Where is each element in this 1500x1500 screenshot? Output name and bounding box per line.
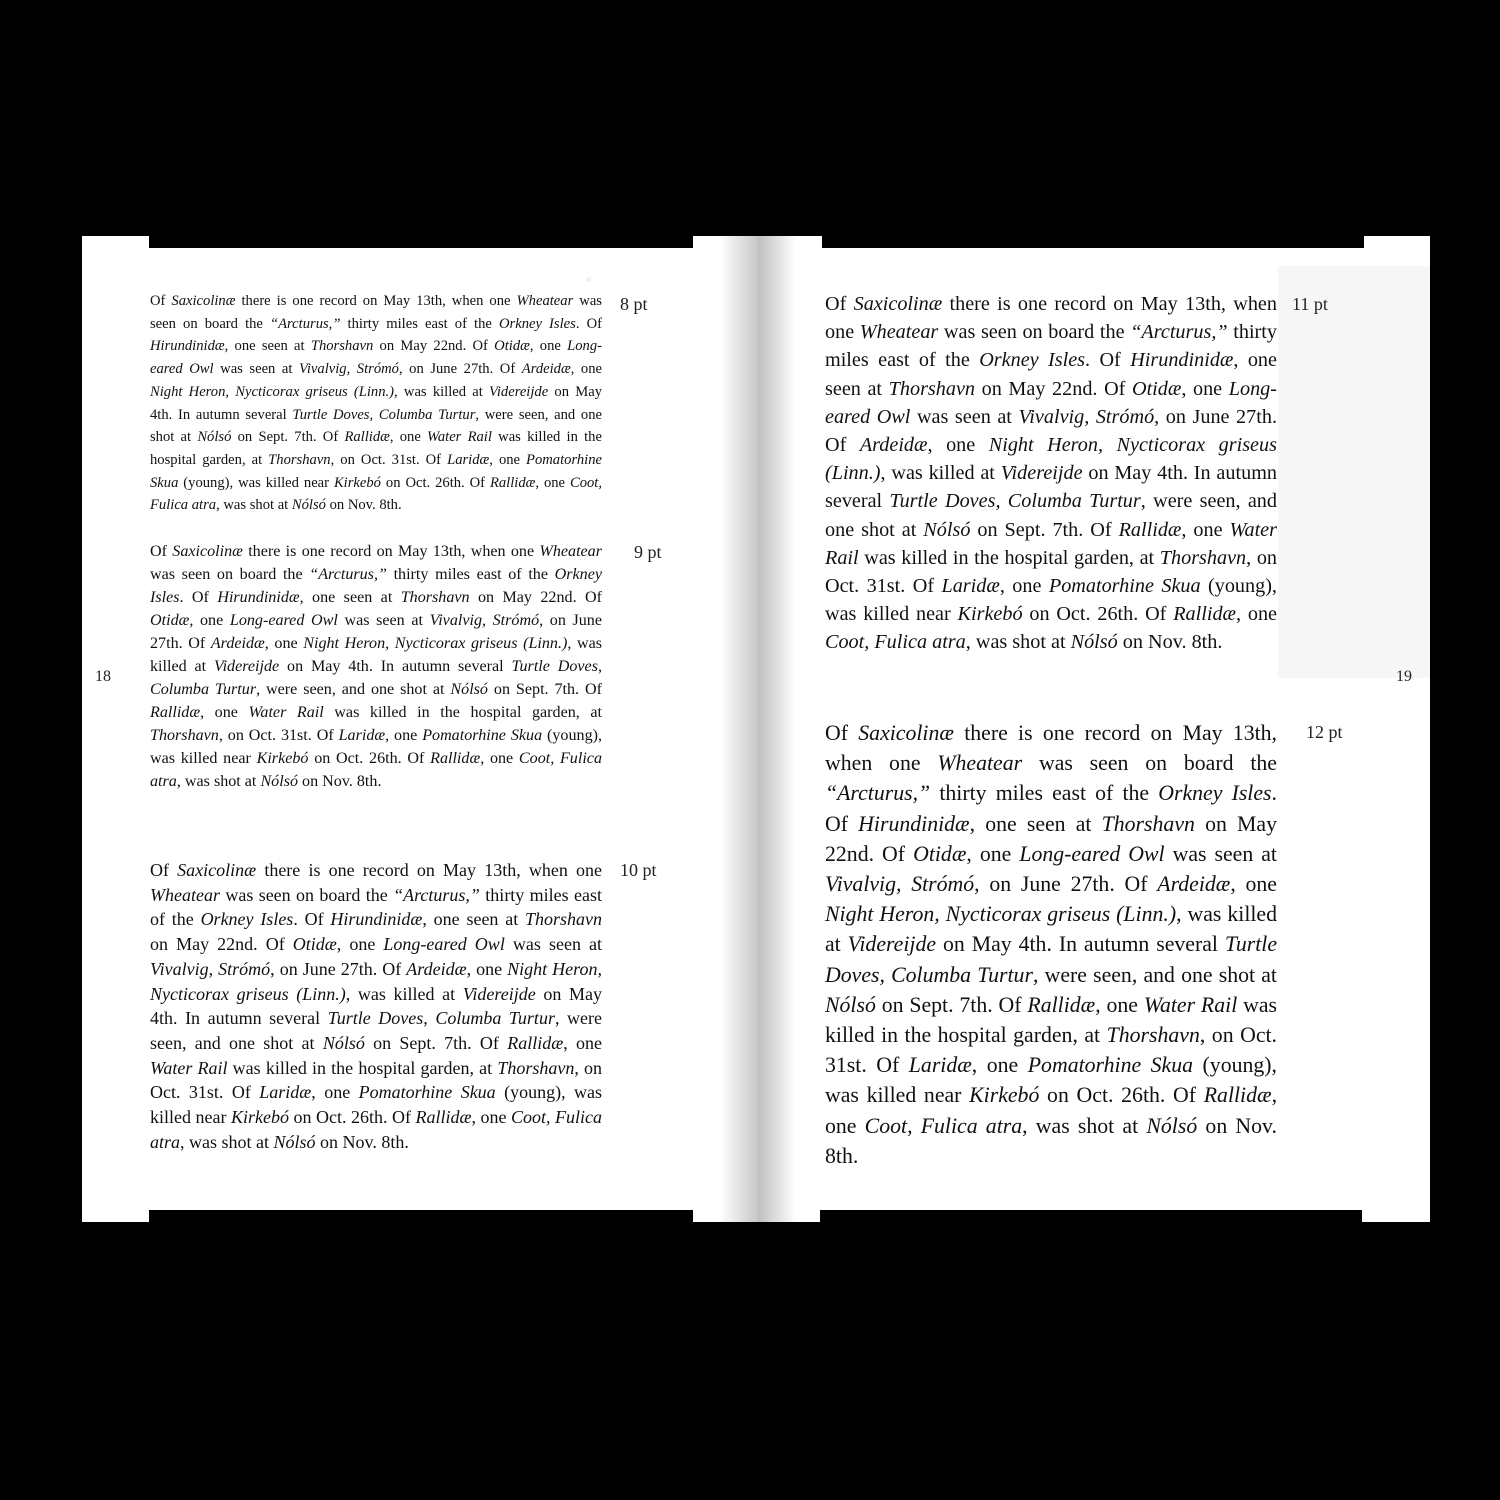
italic-term: Nólsó <box>825 992 876 1017</box>
italic-term: Orkney Isles <box>979 349 1086 372</box>
body-text: , one <box>971 1053 1028 1078</box>
italic-term: Pomatorhine Skua <box>358 1082 496 1103</box>
body-text: , was killed at <box>880 462 1001 485</box>
body-text: , were seen, and one shot at <box>825 490 1277 541</box>
italic-term: Thorshavn <box>888 377 976 400</box>
italic-term: Otidæ <box>292 934 337 955</box>
body-text: was seen at <box>213 361 300 378</box>
bottom-bar <box>820 1210 1362 1222</box>
italic-term: Saxicolinæ <box>171 293 236 309</box>
italic-term: Rallidæ <box>430 750 481 767</box>
body-text: . Of <box>293 909 331 930</box>
body-text: . Of <box>179 589 218 606</box>
italic-term: Vivalvig, Strómó <box>1018 405 1155 428</box>
italic-term: “Arcturus,” <box>393 884 480 905</box>
spine-shadow <box>720 236 758 1222</box>
italic-term: Nólsó <box>197 429 232 446</box>
italic-term: Coot, Fulica atra <box>150 1107 602 1152</box>
italic-term: Nólsó <box>273 1131 316 1152</box>
background-ghost-text: · <box>582 257 596 302</box>
body-text: , on Oct. 31st. Of <box>825 546 1278 598</box>
body-text: on Sept. 7th. Of <box>970 518 1119 541</box>
italic-term: Night Heron, Nycticorax griseus (Linn.) <box>825 902 1177 927</box>
italic-term: Otidæ <box>494 338 530 355</box>
body-text: , one <box>535 474 570 491</box>
body-text: on May 4th. In autumn several <box>150 983 602 1029</box>
body-text: , one seen at <box>422 909 525 930</box>
italic-term: Videreijde <box>489 383 549 400</box>
italic-term: Turtle Doves, Columba Turtur <box>292 406 476 423</box>
italic-term: Orkney Isles <box>200 909 294 930</box>
body-text: on Oct. 26th. Of <box>380 474 490 491</box>
size-label-10pt: 10 pt <box>620 860 657 880</box>
italic-term: Night Heron, Nycticorax griseus (Linn.) <box>825 434 1277 485</box>
body-text: was killed in the hospital garden, at <box>858 546 1160 569</box>
body-text: , on Oct. 31st. Of <box>825 1023 1277 1078</box>
italic-term: “Arcturus,” <box>270 315 341 332</box>
body-text: was seen at <box>1164 841 1277 866</box>
body-text: thirty miles east of the <box>386 566 555 583</box>
italic-term: Wheatear <box>859 321 939 344</box>
italic-term: Wheatear <box>937 751 1023 776</box>
body-text: , one <box>480 750 519 767</box>
italic-term: Thorshavn <box>400 589 470 606</box>
body-text: Of <box>150 860 178 880</box>
body-text: , one <box>999 575 1049 598</box>
specimen-9pt <box>150 540 602 793</box>
top-bar <box>822 236 1364 248</box>
italic-term: Videreijde <box>462 983 536 1004</box>
italic-term: Thorshavn <box>1159 546 1247 569</box>
body-text: on Nov. 8th. <box>1117 631 1223 654</box>
body-text: on Sept. 7th. Of <box>487 681 602 698</box>
body-text: , one <box>825 1083 1278 1138</box>
italic-term: Water Rail <box>825 518 1277 569</box>
body-text: (young), was killed near <box>825 1053 1277 1108</box>
italic-term: Thorshavn <box>497 1057 575 1078</box>
background-panel <box>1278 266 1430 678</box>
italic-term: Laridæ <box>447 451 490 468</box>
italic-term: Rallidæ <box>150 704 201 721</box>
body-text: Of <box>150 543 173 560</box>
italic-term: “Arcturus,” <box>825 781 931 806</box>
body-text: there is one record on May 13th, when one <box>235 293 517 309</box>
body-text: , were seen, and one shot at <box>150 406 602 446</box>
italic-term: Turtle Doves, Columba Turtur <box>327 1008 555 1029</box>
italic-term: Night Heron, Nycticorax griseus (Linn.) <box>303 635 568 652</box>
body-text: was seen on board the <box>150 566 310 583</box>
body-text: , one <box>1236 603 1277 626</box>
body-text: , one <box>1181 377 1229 400</box>
italic-term: Orkney Isles <box>1158 781 1272 806</box>
italic-term: Ardeidæ <box>521 361 571 378</box>
body-text: on May 4th. In autumn several <box>825 462 1277 513</box>
italic-term: Rallidæ <box>344 429 390 446</box>
size-label-11pt: 11 pt <box>1292 294 1328 314</box>
italic-term: Kirkebó <box>256 750 309 767</box>
italic-term: Thorshavn <box>525 909 603 930</box>
body-text: , on June 27th. Of <box>150 612 602 652</box>
italic-term: Water Rail <box>248 704 324 721</box>
italic-term: Long-eared Owl <box>1019 841 1165 866</box>
specimen-10pt <box>150 858 602 1154</box>
italic-term: Laridæ <box>338 727 386 744</box>
italic-term: Wheatear <box>516 293 574 309</box>
body-text: , was shot at <box>216 497 292 514</box>
body-text: on May 4th. In autumn several <box>279 658 512 675</box>
body-text: , one seen at <box>299 589 401 606</box>
body-text: there is one record on May 13th, when one <box>256 860 602 880</box>
body-text: , one <box>264 635 304 652</box>
body-text: there is one record on May 13th, when one <box>242 543 540 560</box>
italic-term: Rallidæ <box>1118 518 1182 541</box>
body-text: , were seen, and one shot at <box>1032 962 1277 987</box>
body-text: Of <box>825 721 859 745</box>
body-text: , one <box>466 958 508 979</box>
body-text: was seen on board the <box>219 884 394 905</box>
italic-term: “Arcturus,” <box>1130 321 1228 344</box>
italic-term: Coot, Fulica atra <box>150 474 602 514</box>
body-text: , was killed at <box>345 983 463 1004</box>
body-text: , one <box>336 934 384 955</box>
specimen-11pt <box>825 290 1277 657</box>
italic-term: Laridæ <box>941 575 1000 598</box>
italic-term: Rallidæ <box>1203 1083 1272 1108</box>
body-text: , on June 27th. Of <box>270 958 407 979</box>
body-text: , one seen at <box>969 811 1102 836</box>
specimen-12pt <box>825 718 1277 1171</box>
body-text: thirty miles east of the <box>825 321 1277 372</box>
body-text: (young), was killed near <box>150 727 603 767</box>
italic-term: Saxicolinæ <box>858 721 954 745</box>
body-text: , one <box>311 1082 359 1103</box>
body-text: (young), was killed near <box>150 1082 603 1128</box>
italic-term: Coot, Fulica atra <box>864 1113 1023 1138</box>
body-text: , was shot at <box>176 773 261 790</box>
body-text: , was killed at <box>394 383 490 400</box>
italic-term: Rallidæ <box>1027 992 1096 1017</box>
italic-term: Nólsó <box>1146 1113 1198 1138</box>
italic-term: Saxicolinæ <box>853 293 943 315</box>
italic-term: Saxicolinæ <box>177 860 257 880</box>
folio-right: 19 <box>1396 668 1412 685</box>
italic-term: Kirkebó <box>230 1107 289 1128</box>
italic-term: Otidæ <box>1131 377 1182 400</box>
italic-term: Pomatorhine Skua <box>1027 1053 1194 1078</box>
body-text: , on Oct. 31st. Of <box>330 451 448 468</box>
body-text: on May 4th. In autumn several <box>936 932 1225 957</box>
body-text: there is one record on May 13th, when one <box>825 293 1277 344</box>
body-text: , one <box>563 1032 602 1053</box>
body-text: , one seen at <box>224 338 311 355</box>
body-text: , one <box>471 1107 511 1128</box>
body-text: was killed in the hospital garden, at <box>323 704 602 721</box>
size-label-8pt: 8 pt <box>620 294 648 314</box>
body-text: was seen on board the <box>1022 751 1277 776</box>
body-text: was seen at <box>910 405 1019 428</box>
italic-term: Otidæ <box>913 841 967 866</box>
italic-term: Thorshavn <box>1101 811 1195 836</box>
body-text: , was killed at <box>825 902 1278 957</box>
italic-term: Nólsó <box>923 518 971 541</box>
body-text: on May 22nd. Of <box>373 338 495 355</box>
body-text: was killed in the hospital garden, at <box>825 992 1277 1048</box>
italic-term: Kirkebó <box>957 603 1023 626</box>
body-text: was seen on board the <box>938 321 1131 344</box>
body-text: . Of <box>575 315 602 332</box>
body-text: , one <box>529 338 568 355</box>
italic-term: Videreijde <box>1000 462 1083 485</box>
body-text: was seen on board the <box>150 293 602 332</box>
italic-term: Vivalvig, Strómó <box>825 872 975 897</box>
italic-term: Kirkebó <box>969 1083 1040 1108</box>
italic-term: Coot, Fulica atra <box>825 631 966 654</box>
body-text: on Sept. 7th. Of <box>364 1032 508 1053</box>
body-text: , one <box>189 612 230 629</box>
italic-term: Wheatear <box>150 884 220 905</box>
italic-term: Rallidæ <box>489 474 536 491</box>
italic-term: Hirundinidæ <box>1130 349 1234 372</box>
body-text: was killed in the hospital garden, at <box>150 429 602 468</box>
body-text: on Nov. 8th. <box>298 773 382 790</box>
body-text: , was killed at <box>150 635 602 675</box>
body-text: Of <box>825 293 854 315</box>
body-text: on Nov. 8th. <box>315 1131 409 1152</box>
italic-term: Turtle Doves, Columba Turtur <box>150 658 602 698</box>
body-text: on May 22nd. Of <box>975 377 1132 400</box>
italic-term: Thorshavn <box>150 727 219 744</box>
italic-term: Hirundinidæ <box>330 909 423 930</box>
body-text: , on June 27th. Of <box>825 405 1277 457</box>
body-text: , one <box>489 451 527 468</box>
italic-term: Nólsó <box>291 497 326 514</box>
body-text: thirty miles east of the <box>930 781 1159 806</box>
italic-term: Ardeidæ <box>859 434 928 457</box>
body-text: , one seen at <box>825 349 1277 400</box>
body-text: was seen at <box>337 612 430 629</box>
italic-term: Otidæ <box>150 612 190 629</box>
body-text: was killed in the hospital garden, at <box>227 1057 498 1078</box>
italic-term: Ardeidæ <box>210 635 265 652</box>
body-text: thirty miles east of the <box>340 315 499 332</box>
italic-term: Hirundinidæ <box>217 589 300 606</box>
italic-term: Hirundinidæ <box>150 338 225 355</box>
body-text: , one <box>389 429 428 446</box>
body-text: on May 22nd. Of <box>150 934 293 955</box>
body-text: , were seen, and one shot at <box>256 681 451 698</box>
italic-term: Turtle Doves, Columba Turtur <box>825 932 1277 987</box>
body-text: , was shot at <box>180 1131 274 1152</box>
body-text: , one <box>1230 872 1277 897</box>
italic-term: Water Rail <box>427 429 492 446</box>
specimen-8pt <box>150 290 602 517</box>
body-text: on Nov. 8th. <box>325 497 402 514</box>
body-text: Of <box>150 293 172 309</box>
body-text: was seen at <box>504 934 603 955</box>
body-text: , one <box>385 727 423 744</box>
body-text: , was shot at <box>965 631 1071 654</box>
italic-term: Coot, Fulica atra <box>150 750 602 790</box>
italic-term: Wheatear <box>539 543 602 560</box>
italic-term: Orkney Isles <box>499 315 576 332</box>
body-text: on May 22nd. Of <box>825 811 1277 866</box>
italic-term: Turtle Doves, Columba Turtur <box>889 490 1141 513</box>
body-text: , on June 27th. Of <box>398 361 522 378</box>
italic-term: Water Rail <box>1143 992 1238 1017</box>
size-label-12pt: 12 pt <box>1306 722 1343 742</box>
italic-term: Orkney Isles <box>150 566 603 606</box>
body-text: , one <box>570 361 602 378</box>
italic-term: Vivalvig, Strómó <box>150 958 271 979</box>
italic-term: Hirundinidæ <box>858 811 970 836</box>
body-text: , one <box>200 704 249 721</box>
italic-term: Saxicolinæ <box>172 543 243 560</box>
body-text: , one <box>1095 992 1144 1017</box>
italic-term: Rallidæ <box>415 1107 472 1128</box>
right-page <box>758 236 1430 1222</box>
italic-term: Videreijde <box>213 658 280 675</box>
body-text: , were seen, and one shot at <box>150 1008 602 1053</box>
body-text: (young), was killed near <box>825 575 1277 626</box>
italic-term: Water Rail <box>150 1057 228 1078</box>
body-text: , on Oct. 31st. Of <box>150 1057 603 1103</box>
body-text: . Of <box>1085 349 1131 372</box>
italic-term: Laridæ <box>908 1053 972 1078</box>
italic-term: Nólsó <box>1070 631 1118 654</box>
body-text: on Oct. 26th. Of <box>308 750 431 767</box>
body-text: on May 4th. In autumn several <box>150 383 602 423</box>
body-text: on Oct. 26th. Of <box>1022 603 1174 626</box>
italic-term: Thorshavn <box>310 338 374 355</box>
italic-term: Night Heron, Nycticorax griseus (Linn.) <box>150 958 602 1004</box>
body-text: thirty miles east of the <box>150 884 603 930</box>
body-text: . Of <box>825 781 1277 836</box>
body-text: , one <box>1181 518 1230 541</box>
folio-left: 18 <box>95 668 111 685</box>
italic-term: Vivalvig, Strómó <box>299 361 399 378</box>
italic-term: Ardeidæ <box>406 958 467 979</box>
left-page <box>82 236 758 1222</box>
italic-term: Pomatorhine Skua <box>422 727 543 744</box>
italic-term: Long-eared Owl <box>825 377 1277 428</box>
body-text: , on Oct. 31st. Of <box>218 727 339 744</box>
body-text: on Oct. 26th. Of <box>1039 1083 1204 1108</box>
italic-term: Ardeidæ <box>1157 872 1231 897</box>
italic-term: Kirkebó <box>333 474 381 491</box>
body-text: on Sept. 7th. Of <box>231 429 345 446</box>
size-label-9pt: 9 pt <box>634 542 662 562</box>
italic-term: “Arcturus,” <box>309 566 387 583</box>
italic-term: Nólsó <box>260 773 299 790</box>
italic-term: Pomatorhine Skua <box>1048 575 1201 598</box>
body-text: , was shot at <box>1022 1113 1147 1138</box>
italic-term: Night Heron, Nycticorax griseus (Linn.) <box>150 383 395 400</box>
italic-term: Nólsó <box>322 1032 365 1053</box>
body-text: on Nov. 8th. <box>825 1113 1277 1168</box>
body-text: , on June 27th. Of <box>974 872 1158 897</box>
italic-term: Long-eared Owl <box>383 934 505 955</box>
italic-term: Videreijde <box>847 932 937 957</box>
italic-term: Thorshavn <box>268 451 331 468</box>
italic-term: Vivalvig, Strómó <box>429 612 540 629</box>
top-bar <box>149 236 693 248</box>
bottom-bar <box>149 1210 693 1222</box>
body-text: on Sept. 7th. Of <box>875 992 1028 1017</box>
body-text: on Oct. 26th. Of <box>288 1107 416 1128</box>
body-text: on May 22nd. Of <box>469 589 602 606</box>
body-text: , one <box>927 434 989 457</box>
italic-term: Long-eared Owl <box>229 612 338 629</box>
italic-term: Laridæ <box>259 1082 312 1103</box>
italic-term: Long-eared Owl <box>150 338 602 378</box>
body-text: , one <box>966 841 1020 866</box>
body-text: (young), was killed near <box>178 474 334 491</box>
italic-term: Nólsó <box>450 681 488 698</box>
spine-shadow <box>758 236 796 1222</box>
body-text: there is one record on May 13th, when one <box>825 721 1277 776</box>
italic-term: Rallidæ <box>507 1032 564 1053</box>
italic-term: Thorshavn <box>1106 1023 1200 1048</box>
italic-term: Pomatorhine Skua <box>150 451 602 491</box>
italic-term: Rallidæ <box>1173 603 1236 626</box>
